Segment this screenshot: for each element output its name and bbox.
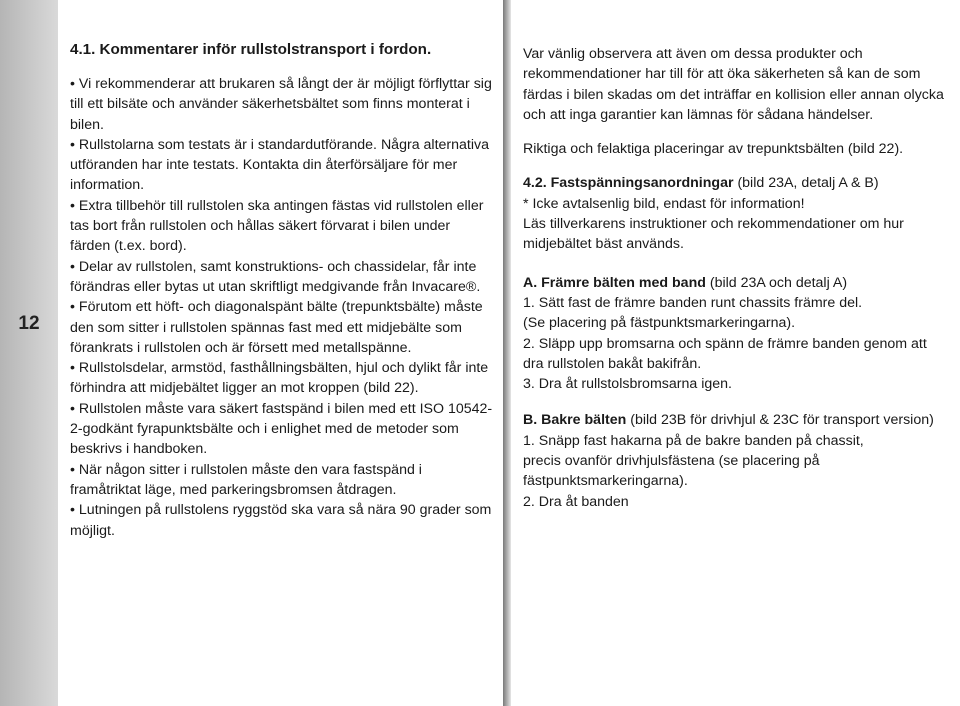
section-4-2-label: 4.2. Fastspänningsanordningar: [523, 175, 734, 192]
page-number: 12: [18, 313, 40, 334]
step-item: 1. Sätt fast de främre banden runt chassits främre del.: [523, 294, 863, 311]
step-item: 2. Dra åt banden: [523, 493, 629, 510]
instructions-line: Läs tillverkarens instruktioner och rekommendationer om hur midjebältet bäst används.: [523, 216, 904, 253]
section-a-title: [523, 273, 946, 293]
step-item: 1. Snäpp fast hakarna på de bakre banden på chassit,: [523, 432, 864, 449]
step-item: 2. Släpp upp bromsarna och spänn de främre banden genom att dra rullstolen bakåt bakifrån.: [523, 335, 927, 372]
side-band: [0, 0, 58, 706]
bullet-item: • Rullstolarna som testats är i standardutförande. Några alternativa utföranden har inte testats. Kontakta din återförsäljare för mer information.: [70, 136, 489, 194]
step-item: (Se placering på fästpunktsmarkeringarna).: [523, 315, 796, 332]
section-4-2-suffix: (bild 23A, detalj A & B): [733, 175, 879, 192]
left-column: [58, 0, 503, 706]
section-b-label: B. Bakre bälten: [523, 412, 627, 429]
right-column: [511, 0, 960, 706]
bullet-item: • Lutningen på rullstolens ryggstöd ska vara så nära 90 grader som möjligt.: [70, 502, 492, 539]
bullet-item: • Delar av rullstolen, samt konstruktions- och chassidelar, får inte förändras eller bytas ut utan skriftligt medgivande från Invacare®.: [70, 258, 481, 295]
section-4-2-title: [523, 173, 946, 193]
placement-note: Riktiga och felaktiga placeringar av trepunktsbälten (bild 22).: [523, 141, 904, 158]
step-item: precis ovanför drivhjulsfästena (se placering på fästpunktsmarkeringarna).: [523, 453, 820, 490]
bullet-item: • Extra tillbehör till rullstolen ska antingen fästas vid rullstolen eller tas bort från rullstolen och hållas säkert förvarat i bilen under färden (t.ex. bord).: [70, 197, 484, 255]
section-b-suffix: (bild 23B för drivhjul & 23C för transport version): [626, 412, 934, 429]
section-b-title: [523, 410, 946, 430]
bullet-item: • Rullstolen måste vara säkert fastspänd i bilen med ett ISO 10542-2-godkänt fyrapunktsbälte och i enlighet med de metoder som beskrivs i handboken.: [70, 400, 493, 458]
bullet-item: • Vi rekommenderar att brukaren så långt der är möjligt förflyttar sig till ett bilsäte och använder säkerhetsbältet som finns monterat i bilen.: [70, 76, 492, 133]
section-a-suffix: (bild 23A och detalj A): [705, 274, 848, 291]
section-a-label: A. Främre bälten med band: [523, 274, 706, 291]
disclaimer-line: * Icke avtalsenlig bild, endast för information!: [523, 195, 805, 212]
section-heading: 4.1. Kommentarer inför rullstolstransport i fordon.: [70, 41, 432, 58]
bullet-item: • När någon sitter i rullstolen måste den vara fastspänd i framåtriktat läge, med parkeringsbromsen åtdragen.: [70, 461, 422, 498]
step-item: 3. Dra åt rullstolsbromsarna igen.: [523, 376, 732, 393]
intro-paragraph: Var vänlig observera att även om dessa produkter och rekommendationer har till för att öka säkerheten så kan de som färdas i bilen skadas om det inträffar en kollision eller annan olycka och att inga garantier kan lämnas för sådana händelser.: [523, 46, 944, 123]
column-gutter: [503, 0, 511, 706]
bullet-item: • Förutom ett höft- och diagonalspänt bälte (trepunktsbälte) måste den som sitter i rullstolen spännas fast med ett midjebälte som förankrats i rullstolen och är försett med metallspänne.: [70, 299, 483, 356]
bullet-item: • Rullstolsdelar, armstöd, fasthållningsbälten, hjul och dylikt får inte förhindra att midjebältet ligger an mot kroppen (bild 22).: [70, 360, 489, 397]
